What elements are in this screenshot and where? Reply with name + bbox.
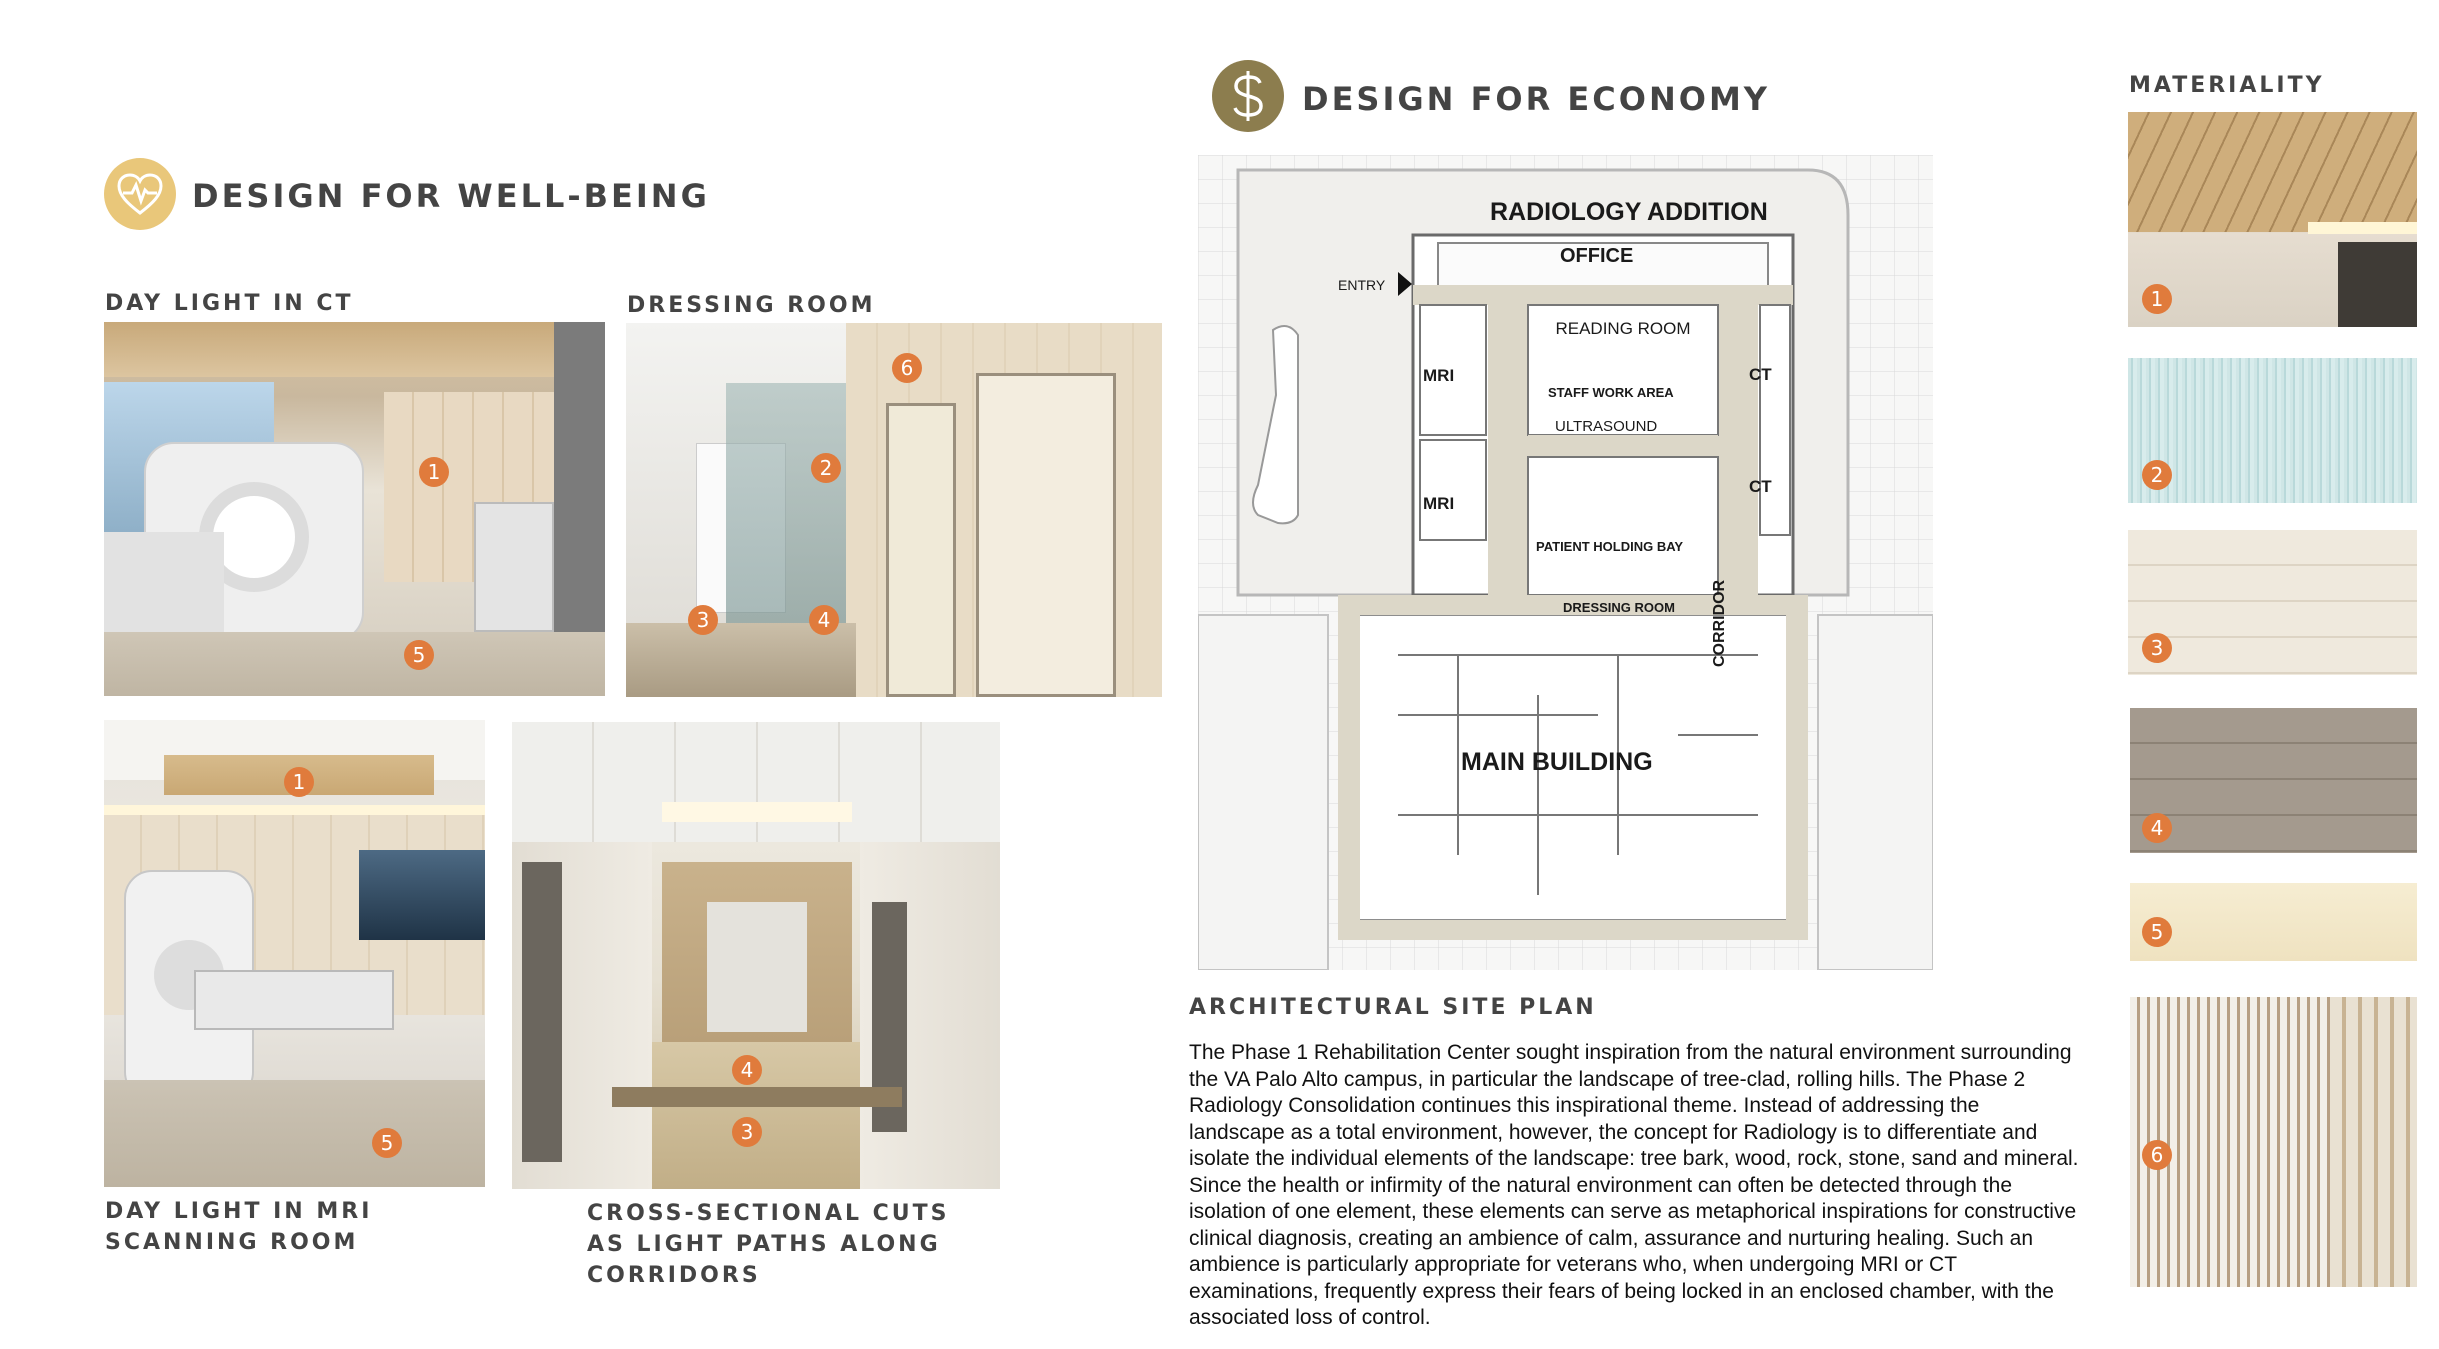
material-badge: 3 <box>2142 633 2172 663</box>
site-plan-caption: ARCHITECTURAL SITE PLAN <box>1189 995 1597 1020</box>
material-badge: 5 <box>2142 917 2172 947</box>
material-badge: 4 <box>809 605 839 635</box>
dollar-icon <box>1228 69 1268 123</box>
economy-description: The Phase 1 Rehabilitation Center sought inspiration from the natural environment surrounding the VA Palo Alto campus, in particular the landscape of tree-clad, rolling hills. The Phase 2 Radiology Consolidation continues this inspirational theme. Instead of addressing the landscape as a total environment, however, the concept for Radiology is to differentiate and isolate the individual elements of the landscape: tree bark, wood, rock, stone, sand and mineral. Since the health or infirmity of the natural environment can often be detected through the isolation of one element, these elements can serve as metaphorical inspirations for constructive clinical diagnosis, creating an ambience of calm, assurance and nurturing healing. Such an ambience is particularly appropriate for veterans who, when undergoing MRI or CT examinations, frequently express their fears of being locked in an enclosed chamber, with the associated loss of control. <box>1189 1041 2079 1329</box>
material-badge: 5 <box>404 640 434 670</box>
material-swatch-6 <box>2130 997 2417 1287</box>
material-badge: 3 <box>732 1117 762 1147</box>
economy-icon-circle <box>1212 60 1284 132</box>
material-badge: 1 <box>284 767 314 797</box>
photo-ct-room <box>104 322 605 696</box>
plan-label-mri: MRI <box>1423 494 1455 513</box>
material-swatch-4 <box>2130 708 2417 853</box>
economy-title: DESIGN FOR ECONOMY <box>1302 80 1770 118</box>
plan-label-office: OFFICE <box>1560 245 1634 267</box>
material-badge: 2 <box>2142 460 2172 490</box>
site-plan <box>1198 155 1933 970</box>
material-badge: 5 <box>372 1128 402 1158</box>
photo-dressing-room <box>626 323 1162 697</box>
material-badge: 6 <box>2142 1140 2172 1170</box>
caption-dressing-room: DRESSING ROOM <box>627 293 876 318</box>
plan-label-radiology-addition: RADIOLOGY ADDITION <box>1490 198 1768 226</box>
plan-label-staff-work-area: STAFF WORK AREA <box>1548 385 1674 400</box>
caption-corridor: CROSS-SECTIONAL CUTS AS LIGHT PATHS ALONG CORRIDORS <box>587 1201 950 1288</box>
material-badge: 6 <box>892 353 922 383</box>
plan-label-main-building: MAIN BUILDING <box>1461 748 1653 776</box>
plan-label-ct: CT <box>1749 365 1772 384</box>
photo-mri-room <box>104 720 485 1187</box>
plan-label-entry: ENTRY <box>1338 277 1386 293</box>
wellbeing-title: DESIGN FOR WELL-BEING <box>192 177 710 215</box>
plan-label-corridor: CORRIDOR <box>1711 579 1728 667</box>
caption-ct-room: DAY LIGHT IN CT <box>105 291 354 316</box>
material-badge: 1 <box>419 457 449 487</box>
heart-pulse-icon <box>117 173 163 215</box>
plan-label-ultrasound: ULTRASOUND <box>1555 418 1658 435</box>
material-badge: 4 <box>732 1055 762 1085</box>
material-swatch-3 <box>2128 530 2417 675</box>
material-badge: 1 <box>2142 284 2172 314</box>
plan-label-reading-room: READING ROOM <box>1555 319 1691 338</box>
material-badge: 3 <box>688 605 718 635</box>
caption-mri-room: DAY LIGHT IN MRI SCANNING ROOM <box>105 1199 373 1255</box>
material-swatch-5 <box>2130 883 2417 961</box>
materiality-title: MATERIALITY <box>2129 73 2325 98</box>
material-badge: 2 <box>811 453 841 483</box>
plan-label-mri: MRI <box>1423 366 1455 385</box>
material-swatch-2 <box>2128 358 2417 503</box>
wellbeing-icon-circle <box>104 158 176 230</box>
plan-label-ct: CT <box>1749 477 1772 496</box>
material-swatch-1 <box>2128 112 2417 327</box>
material-badge: 4 <box>2142 813 2172 843</box>
photo-corridor <box>512 722 1000 1189</box>
plan-label-dressing-room: DRESSING ROOM <box>1563 600 1675 615</box>
plan-label-patient-holding-bay: PATIENT HOLDING BAY <box>1536 539 1684 554</box>
